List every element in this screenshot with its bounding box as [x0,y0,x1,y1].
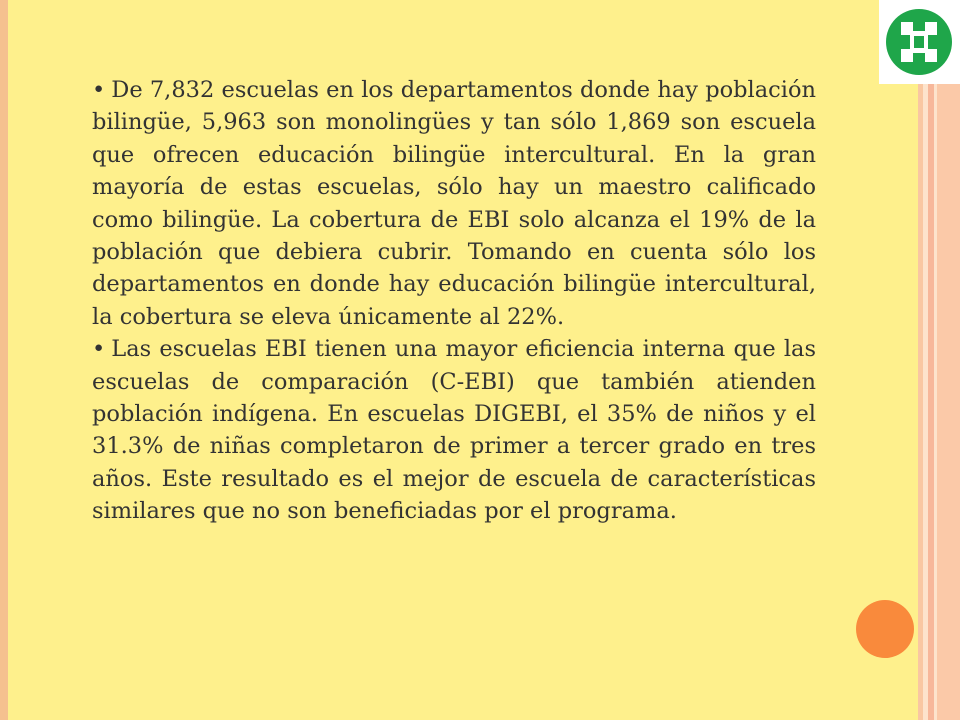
orange-circle-icon [856,600,914,658]
bullet-text: Las escuelas EBI tienen una mayor eficiencia interna que las escuelas de comparación (C-EBI) que también atienden población indígena. En escuelas DIGEBI, el 35% de niños y el 31.3% de niñas completaron de primer a tercer grado en tres años. Este resultado es el mejor de escuela de características similares que no son beneficiadas por el programa. [92,336,816,525]
logo [879,0,960,84]
right-border-stripe [937,0,960,720]
institution-logo-icon [879,0,960,84]
bullet-item [92,333,816,527]
slide-body [92,74,816,528]
bullet-text: De 7,832 escuelas en los departamentos donde hay población bilingüe, 5,963 son monolingües y tan sólo 1,869 son escuela que ofrecen educación bilingüe intercultural. En la gran mayoría de estas escuelas, sólo hay un maestro calificado como bilingüe. La cobertura de EBI solo alcanza el 19% de la población que debiera cubrir. Tomando en cuenta sólo los departamentos en donde hay educación bilingüe intercultural, la cobertura se eleva únicamente al 22%. [92,77,816,330]
bullet-item [92,74,816,333]
bullet-glyph: • [92,336,106,363]
bullet-glyph: • [92,77,106,103]
left-border-stripe [0,0,8,720]
